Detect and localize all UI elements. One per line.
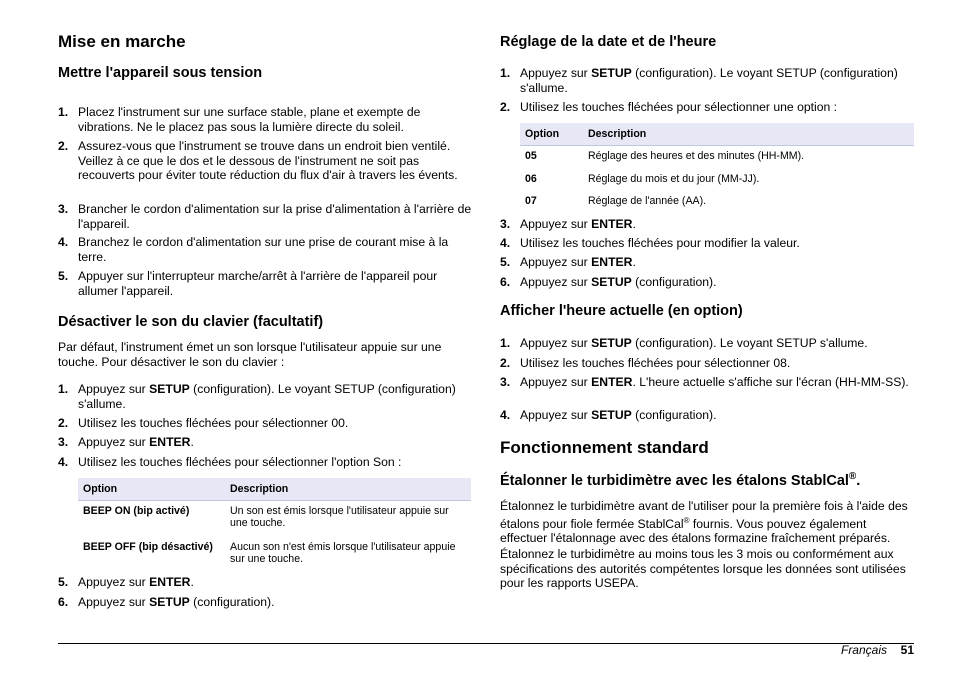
heading-afficher-heure: Afficher l'heure actuelle (en option) (500, 303, 743, 319)
heading-desactiver-son: Désactiver le son du clavier (facultatif) (58, 314, 324, 330)
heading-mettre-sous-tension: Mettre l'appareil sous tension (58, 65, 263, 81)
date-options-table: Option Description 05 Réglage des heures et des minutes (HH-MM). 06 Réglage du mois et du jour (MM-JJ). 07 Réglage de l'année (AA). (520, 123, 914, 211)
page-number: 51 (900, 643, 914, 657)
etalonner-paragraph-1: Étalonnez le turbidimètre avant de l'utiliser pour la première fois à l'aide des étalons pour fiole fermée StablCal® fournis. Vous pouvez également effectuer l'étalonnage avec des étalons formazine fraîchement préparés. (500, 499, 908, 546)
footer-divider (58, 643, 914, 644)
son-options-table: Option Description BEEP ON (bip activé) Un son est émis lorsque l'utilisateur appuie sur une touche. BEEP OFF (bip désactivé) Aucun son n'est émis lorsque l'utilisateur appuie sur une touche. (78, 478, 471, 568)
table-header: Option Description (520, 123, 914, 145)
son-intro-paragraph: Par défaut, l'instrument émet un son lorsque l'utilisateur appuie sur une touche. Pour désactiver le son du clavier : (58, 340, 442, 369)
heading-fonctionnement-standard: Fonctionnement standard (500, 438, 709, 457)
footer-language: Français (840, 643, 887, 657)
heading-reglage-date: Réglage de la date et de l'heure (500, 34, 717, 50)
heading-mise-en-marche: Mise en marche (58, 32, 186, 51)
heading-etalonner: Étalonner le turbidimètre avec les étalons StablCal®. (500, 471, 861, 489)
table-header: Option Description (78, 478, 471, 500)
etalonner-paragraph-2: Étalonnez le turbidimètre au moins tous les 3 mois ou conformément aux spécifications des autorités compétentes lorsque les données sont utilisées pour les rapports USEPA. (500, 547, 906, 591)
